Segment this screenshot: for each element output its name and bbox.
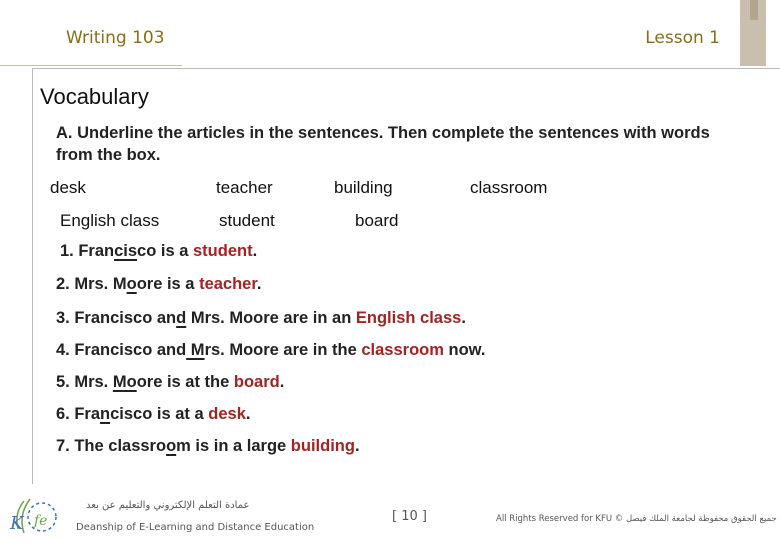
word-desk: desk — [50, 178, 86, 197]
corner-decoration-inner — [750, 0, 758, 20]
sentence-4: 4. Francisco and Mrs. Moore are in the classroom now. — [56, 341, 486, 359]
section-title: Vocabulary — [40, 84, 149, 109]
underlined-fragment: M — [186, 341, 205, 359]
deanship-name: Deanship of E-Learning and Distance Education — [76, 522, 315, 533]
kfu-logo — [4, 495, 74, 537]
word-classroom: classroom — [470, 178, 548, 197]
answer: English class — [355, 309, 462, 327]
word-board: board — [355, 211, 399, 230]
sentence-3: 3. Francisco and Mrs. Moore are in an English class. — [56, 309, 466, 327]
sentence-2: 2. Mrs. Moore is a teacher. — [56, 275, 262, 293]
copyright-notice: All Rights Reserved for KFU © جميع الحقوق محفوظة لجامعة الملك فيصل — [496, 514, 777, 524]
answer: desk — [208, 405, 246, 423]
page-number: [ 10 ] — [392, 509, 427, 524]
sentence-7: 7. The classroom is in a large building. — [56, 437, 360, 455]
sentence-6: 6. Francisco is at a desk. — [56, 405, 251, 423]
word-student: student — [219, 211, 275, 230]
underlined-fragment: d — [176, 309, 187, 327]
answer: board — [233, 373, 280, 391]
exercise-instructions: A. Underline the articles in the sentences. Then complete the sentences with words from the box. — [56, 124, 710, 164]
course-title: Writing 103 — [66, 28, 165, 48]
answer: classroom — [361, 341, 444, 359]
underlined-fragment: o — [126, 275, 137, 293]
word-english-class: English class — [60, 211, 160, 230]
answer: building — [290, 437, 355, 455]
sentence-5: 5. Mrs. Moore is at the board. — [56, 373, 285, 391]
answer: teacher — [199, 275, 257, 293]
lesson-label: Lesson 1 — [645, 28, 720, 48]
word-building: building — [334, 178, 393, 197]
underlined-fragment: cis — [114, 242, 138, 260]
header-divider — [0, 65, 182, 66]
underlined-fragment: Mo — [112, 373, 137, 391]
underlined-fragment: o — [166, 437, 177, 455]
deanship-arabic: عمادة التعلم الإلكتروني والتعليم عن بعد — [86, 500, 250, 511]
underlined-fragment: n — [100, 405, 111, 423]
sentence-1: 1. Francisco is a student. — [60, 242, 258, 260]
svg-text:K: K — [10, 513, 24, 534]
word-teacher: teacher — [216, 178, 273, 197]
answer: student — [193, 242, 253, 260]
svg-text:fe: fe — [34, 513, 48, 529]
